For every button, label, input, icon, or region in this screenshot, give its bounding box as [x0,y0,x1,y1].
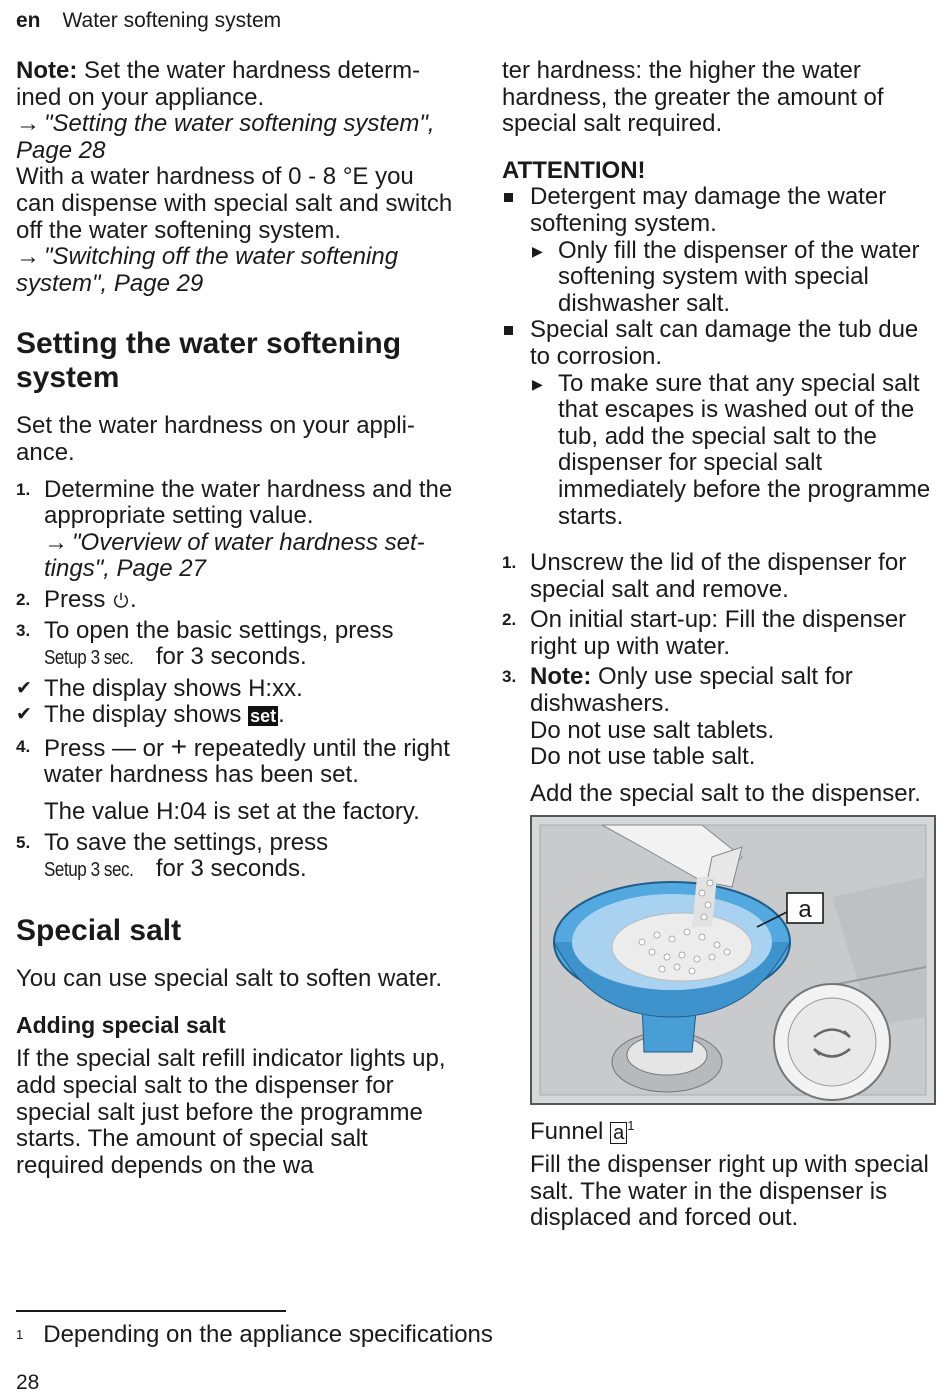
footnote-text: Depending on the appliance specifications [43,1321,493,1348]
setting-intro: Set the water hardness on your appliance. [16,412,415,466]
arrow-right-icon: → [44,528,68,556]
heading-special-salt: Special salt [16,913,182,947]
step-text-end: . [130,585,137,613]
note-text: Set the water hardness determined on your appliance. [16,57,421,111]
footnote [16,1322,493,1349]
arrow-right-icon: → [16,243,40,271]
funnel-caption [530,1113,940,1146]
add-salt-text: Add the special salt to the dispenser. [530,779,921,807]
step-5 [16,830,456,884]
cross-reference-2[interactable] [16,244,456,297]
step-number: 1. [16,479,31,499]
section-title: Water softening system [62,9,282,32]
warning-bullet-1 [502,184,940,317]
step-number: 3. [502,667,517,687]
right-step-3 [502,664,940,1231]
warning-bullet-2 [502,317,940,530]
step-text-end: repeatedly until the right water hardness has been set. [44,734,450,789]
figure-callout-a: a [798,896,812,924]
step-number: 3. [16,620,31,640]
heading-adding-salt: Adding special salt [16,1012,226,1039]
heading-setting: Setting the water softening system [16,327,402,395]
instruction-2 [530,371,940,531]
result-text: The display shows [44,701,249,729]
bullet-square-icon [504,193,513,202]
setup-key-label: Setup 3 sec. [44,647,134,670]
bullet-square-icon [504,326,513,335]
step-text: To open the basic settings, press [44,616,394,644]
note-label: Note: [16,57,78,84]
no-table-salt: Do not use table salt. [530,743,756,771]
result-text: The display shows H:xx. [44,674,303,702]
note-paragraph [16,58,456,111]
step-text: Only use special salt for dishwashers. [530,663,853,718]
result-1 [16,676,456,703]
step-text: On initial start-up: Fill the dispenser right up with water. [530,606,907,660]
callout-a-box: a [610,1122,627,1144]
triangle-right-icon: ▶ [532,242,543,259]
adding-paragraph: If the special salt refill indicator lights up, add special salt to the dispenser for special salt just before the programme starts. The amount of special salt required depends on the wa [16,1045,446,1179]
note-label: Note: [530,663,592,691]
power-button-icon [112,591,130,609]
step-number: 2. [502,610,517,630]
ref1-text: "Setting the water softening system", Page 28 [16,110,435,164]
setup-key-label: Setup 3 sec. [44,859,134,882]
instruction-text: Only fill the dispenser of the water softening system with special dishwasher salt. [558,236,920,317]
step-number: 1. [502,553,517,573]
step-1 [16,477,456,583]
checkmark-icon: ✔ [16,677,32,699]
cross-reference-3[interactable] [44,529,425,583]
step-text-end: for 3 seconds. [149,643,307,671]
no-salt-tablets: Do not use salt tablets. [530,716,775,744]
bullet-text: Detergent may damage the water softening system. [530,183,887,237]
footnote-ref[interactable]: 1 [627,1118,635,1134]
result-2 [16,702,456,730]
language-code: en [16,9,41,32]
step-text: Determine the water hardness and the appropriate setting value. [44,475,453,530]
ref3-text: "Overview of water hardness settings", Page 27 [44,528,425,583]
page-header [16,8,281,34]
step-text: Press [44,734,113,762]
left-column [16,58,456,1179]
funnel-drawing [532,817,934,1103]
step-number: 4. [16,736,31,756]
instruction-text: To make sure that any special salt that escapes is washed out of the tub, add the special salt to the dispenser for special salt immediately before the programme starts. [558,369,931,530]
right-step-1 [502,550,940,603]
step-text: Unscrew the lid of the dispenser for special salt and remove. [530,549,907,603]
step-text: To save the settings, press [44,828,329,856]
hardness-paragraph: With a water hardness of 0 - 8 °E you can dispense with special salt and switch off the water softening system. [16,163,453,244]
salt-intro: You can use special salt to soften water. [16,964,443,992]
footnote-rule [16,1310,286,1312]
step-number: 2. [16,589,31,609]
continued-paragraph: ter hardness: the higher the water hardness, the greater the amount of special salt required. [502,57,884,138]
checkmark-icon: ✔ [16,704,32,726]
step-2 [16,587,456,614]
bullet-text: Special salt can damage the tub due to corrosion. [530,316,919,370]
ref2-text: "Switching off the water softening system", Page 29 [16,243,399,297]
step-3 [16,618,456,672]
instruction-1 [530,238,940,318]
cross-reference-1[interactable] [16,111,456,164]
step-4 [16,730,456,826]
step-text: Press [44,585,113,613]
arrow-right-icon: → [16,110,40,138]
plus-button-icon: + [170,730,188,762]
page-number: 28 [16,1371,40,1394]
minus-button-icon: — [112,734,137,762]
footnote-mark: 1 [16,1327,24,1342]
attention-heading: ATTENTION! [502,156,646,184]
set-display-symbol: set [250,706,277,727]
step-text-or: or [136,734,171,762]
factory-value-note: The value H:04 is set at the factory. [44,798,420,826]
fill-paragraph: Fill the dispenser right up with special salt. The water in the dispenser is displaced and forced out. [530,1151,929,1232]
funnel-text: Funnel [530,1118,611,1146]
funnel-illustration [530,815,936,1105]
right-step-2 [502,607,940,660]
right-column [502,58,940,1232]
step-text-end: for 3 seconds. [149,855,307,883]
result-text-end: . [278,701,285,729]
triangle-right-icon: ▶ [532,375,543,392]
step-number: 5. [16,832,31,852]
